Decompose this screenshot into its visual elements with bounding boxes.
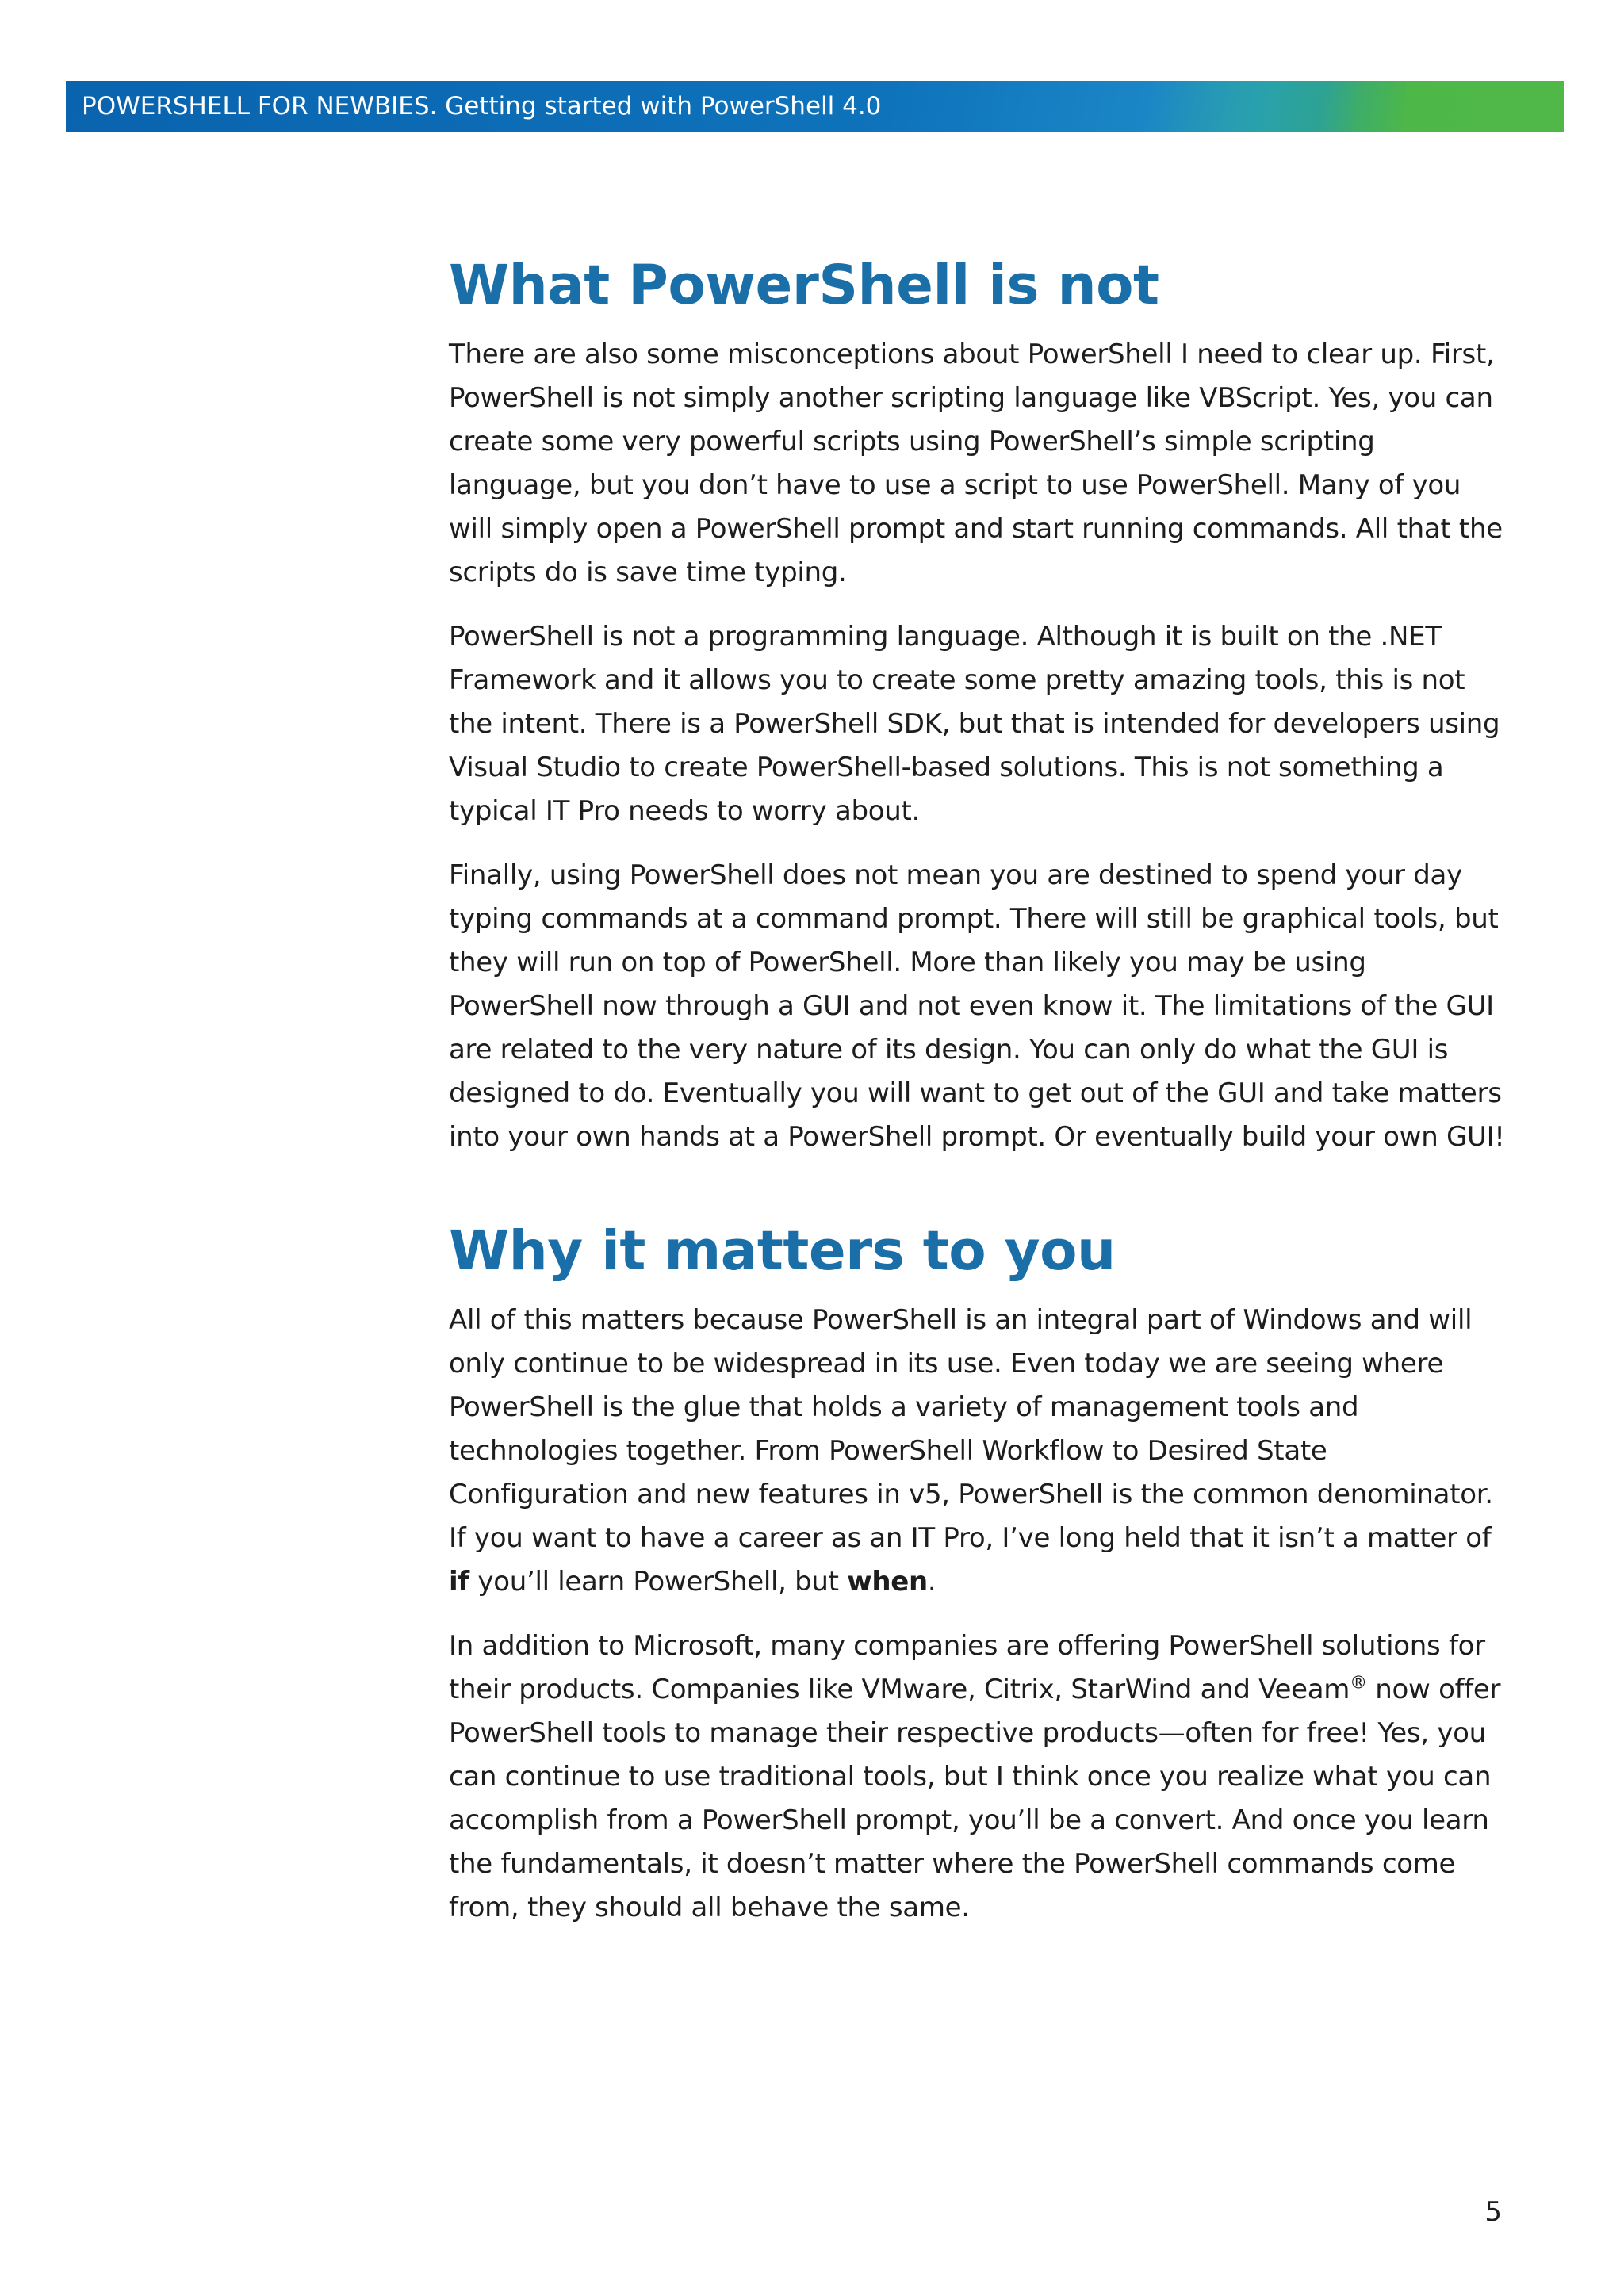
paragraph-text: All of this matters because PowerShell is an integral part of Windows and will only continue to be widespread in its use. Even today we are seeing where PowerShell is the glue that holds a variety of management tools and technologies together. From PowerShell Workflow to Desired State Configuration and new features in v5, PowerShell is the common denominator. If you want to have a career as an IT Pro, I’ve long held that it isn’t a matter of	[449, 1304, 1493, 1554]
bold-when: when	[847, 1566, 928, 1598]
header-title: POWERSHELL FOR NEWBIES. Getting started with PowerShell 4.0	[82, 92, 882, 121]
paragraph-text: In addition to Microsoft, many companies are offering PowerShell solutions for their products. Companies like VMware, Citrix, StarWind and Veeam	[449, 1630, 1485, 1705]
section-heading-why-it-matters: Why it matters to you	[449, 1219, 1116, 1283]
paragraph-text: you’ll learn PowerShell, but	[469, 1566, 848, 1598]
registered-mark: ®	[1350, 1673, 1367, 1693]
paragraph-text: .	[927, 1566, 936, 1598]
bold-if: if	[449, 1566, 469, 1598]
section-spacer	[449, 1180, 1511, 1203]
paragraph-text: now offer PowerShell tools to manage their respective products—often for free! Yes, you can continue to use traditional tools, but I think once you realize what you can accomplish from a PowerShell prompt, you’ll be a convert. And once you learn the fundamentals, it doesn’t matter where the PowerShell commands come from, they should all behave the same.	[449, 1674, 1501, 1923]
paragraph	[449, 1624, 1511, 1930]
paragraph: Finally, using PowerShell does not mean you are destined to spend your day typing commands at a command prompt. There will still be graphical tools, but they will run on top of PowerShell. More than likely you may be using PowerShell now through a GUI and not even know it. The limitations of the GUI are related to the very nature of its design. You can only do what the GUI is designed to do. Eventually you will want to get out of the GUI and take matters into your own hands at a PowerShell prompt. Or eventually build your own GUI!	[449, 859, 1505, 1153]
paragraph: There are also some misconceptions about PowerShell I need to clear up. First, PowerShell is not simply another scripting language like VBScript. Yes, you can create some very powerful scripts using PowerShell’s simple scripting language, but you don’t have to use a script to use PowerShell. Many of you will simply open a PowerShell prompt and start running commands. All that the scripts do is save time typing.	[449, 339, 1503, 588]
section-heading-what-powershell-is-not: What PowerShell is not	[449, 254, 1159, 317]
main-content	[449, 238, 1511, 1950]
header-band	[66, 81, 1564, 132]
paragraph	[449, 1299, 1511, 1604]
paragraph: PowerShell is not a programming language. Although it is built on the .NET Framework and it allows you to create some pretty amazing tools, this is not the intent. There is a PowerShell SDK, but that is intended for developers using Visual Studio to create PowerShell-based solutions. This is not something a typical IT Pro needs to worry about.	[449, 621, 1500, 827]
header-gradient-wedge	[1208, 81, 1406, 132]
page-number: 5	[1484, 2196, 1502, 2228]
